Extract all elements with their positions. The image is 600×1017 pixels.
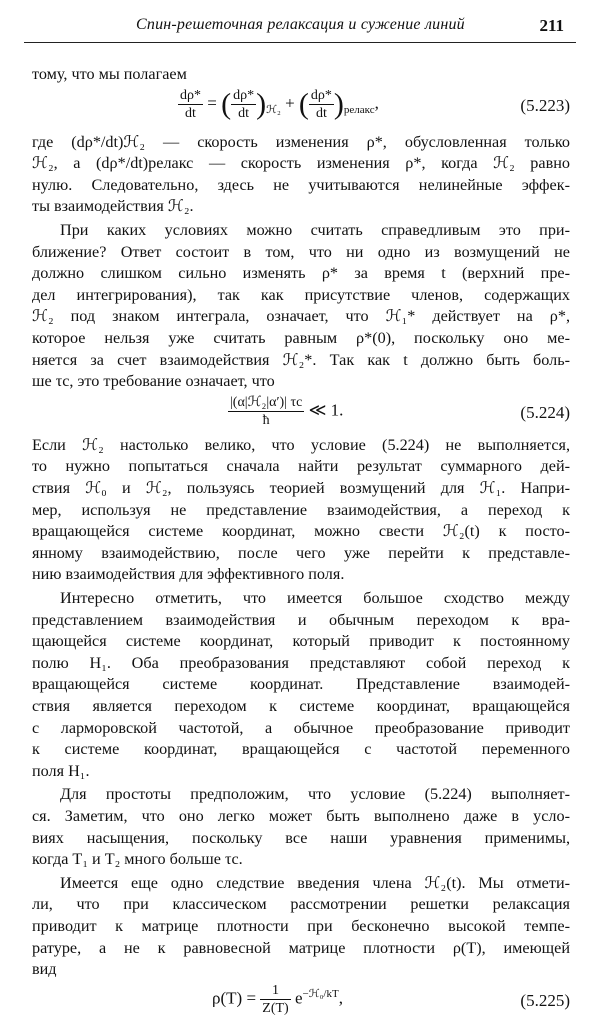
text-line: представлением взаимодействия и обычным переходом к вра- — [32, 610, 570, 629]
text-line: дел интегрирования), так как присутствие членов, содержащих — [32, 285, 570, 304]
text-line: При каких условиях можно считать справедливым это при- — [60, 221, 570, 239]
eq223-lhs: $\frac{d\rho*}{dt}$ — [180, 87, 201, 121]
text-line: поля H₁. — [32, 761, 90, 780]
text-line: должно слишком сильно изменять ρ* за время t (верхний пре- — [32, 264, 570, 283]
text-line: с ларморовской частотой, а обычное преобразование приводит — [32, 718, 570, 737]
text-line: ствия ℋ₀ и ℋ₂, пользуясь теорией возмущений для ℋ₁. Напри- — [32, 479, 570, 497]
equation-number: (5.225) — [520, 990, 570, 1010]
text-line: ℋ₂ под знаком интеграла, означает, что ℋ₁* действует на ρ*, — [32, 307, 570, 326]
page-header — [24, 14, 576, 40]
text-line: Если ℋ₂ настолько велико, что условие (5.224) не выполняется, — [32, 435, 570, 454]
text-line: ствия является переходом к системе координат, вращающейся — [32, 697, 570, 715]
text-line: когда T₁ и T₂ много больше τc. — [32, 850, 243, 869]
text-line: нию взаимодействия для эффективного поля. — [32, 565, 345, 584]
text-line: ты взаимодействия ℋ₂. — [32, 197, 194, 216]
book-page: Спин-решеточная релаксация и сужение линий 211 тому, что мы полагаем $\frac{d\rho*}{dt}$ = ( $\frac{d\rho*}{dt}$ )$_{ℋ_2}$ + ( $\frac{d\rho*}{dt}$ )$_{релакс}$, (5.223) где (dρ*/dt)ℋ₂ — скорость изменения ρ*, обусловленная только ℋ₂, а (dρ*/dt)релакс — скорость изменения ρ*, когда ℋ₂ равно нулю. Следовательно, здесь не учитываются нелинейные эффек- ты взаимодействия ℋ₂. При каких условиях можно считать справедливым это при- ближение? Ответ состоит в том, что ни одно из возмущений не должно слишком сильно изменять ρ* за время t (верхний пре- дел интегрирования), так как присутствие членов, содержащих ℋ₂ под знаком интеграла, означает, что ℋ₁* действует на ρ*, которое нельзя уже считать равным ρ*(0), поскольку оно ме- няется за счет взаимодействия ℋ₂*. Так как t должно быть боль- ше τc, это требование означает, что $\frac{\text{|(α|ℋ₂|α′)| τc}}{ħ}$ ≪ 1. (5.224) Если ℋ₂ настолько велико, что условие (5.224) не выполняется, то нужно попытаться сначала найти результат суммарного дей- ствия ℋ₀ и ℋ₂, пользуясь теорией возмущений для ℋ₁. Напри- мер, используя не представление взаимодействия, а переход к вращающейся системе координат, можно свести ℋ₂(t) к посто- янному взаимодействию, после чего уже перейти к представле- нию взаимодействия для эффективного поля. Интересно отметить, что имеется большое сходство между представлением взаимодействия и обычным переходом к вра- щающейся системе координат, который приводит к постоянному полю H₁. Оба преобразования представляют собой переход к вращающейся системе координат. Представление взаимодей- ствия является переходом к системе координат, вращающейся с ларморовской частотой, а обычное преобразование приводит к системе координат, вращающейся с частотой переменного поля H₁. Для простоты предположим, что условие (5.224) выполняет- ся. Заметим, что оно легко может быть выполнено даже в усло- виях насыщения, поскольку все наши уравнения применимы, когда T₁ и T₂ много больше τc. Имеется еще одно следствие введения члена ℋ₂(t). Мы отмети- ли, что при классическом рассмотрении решетки релаксация приводит к матрице плотности при бесконечно высокой темпе- ратуре, а не к равновесной матрице плотности ρ(T), имеющей вид ρ(T) = $\frac{1}{Z(T)}$ $e^{-ℋ_0/kT}$, (5.225) — [0, 0, 600, 930]
page-number: 211 — [539, 16, 564, 35]
text-line: полю H₁. Оба преобразования представляют собой переход к — [32, 653, 570, 672]
text-line: Интересно отметить, что имеется большое сходство между — [60, 589, 570, 607]
text-line: где (dρ*/dt)ℋ₂ — скорость изменения ρ*, обусловленная только — [32, 132, 570, 151]
text-line: ше τc, это требование означает, что — [32, 372, 275, 391]
text-line: Для простоты предположим, что условие (5.224) выполняет- — [60, 785, 570, 804]
text-line: мер, используя не представление взаимодействия, а переход к — [32, 500, 570, 519]
text-line: щающейся системе координат, который приводит к постоянному — [32, 632, 570, 651]
text-line: тому, что мы полагаем — [32, 65, 187, 83]
equation-number: (5.223) — [520, 95, 570, 115]
text-line: Имеется еще одно следствие введения члена ℋ₂(t). Мы отмети- — [60, 873, 570, 892]
text-line: ℋ₂, а (dρ*/dt)релакс — скорость изменения ρ*, когда ℋ₂ равно — [32, 154, 570, 173]
eq223-term2: $\frac{d\rho*}{dt}$ — [310, 87, 332, 121]
text-line: приводит к матрице плотности при бесконечно высокой темпе- — [32, 917, 570, 935]
text-line: вращающейся системе координат, можно свести ℋ₂(t) к посто- — [32, 522, 570, 541]
text-line: к системе координат, вращающейся с частотой переменного — [32, 740, 570, 759]
text-line: ли, что при классическом рассмотрении решетки релаксация — [32, 895, 570, 914]
text-line: няется за счет взаимодействия ℋ₂*. Так как t должно быть боль- — [32, 350, 570, 369]
equation-number: (5.224) — [520, 402, 570, 422]
text-line: виях насыщения, поскольку все наши уравнения применимы, — [32, 828, 570, 847]
running-title: Спин-решеточная релаксация и сужение линий — [136, 16, 465, 33]
text-line: то нужно попытаться сначала найти результат суммарного дей- — [32, 457, 570, 476]
text-line: ратуре, а не к равновесной матрице плотности ρ(T), имеющей — [32, 938, 570, 957]
header-rule — [24, 42, 576, 43]
text-line: ся. Заметим, что оно легко может быть выполнено даже в усло- — [32, 807, 570, 825]
text-line: янному взаимодействию, после чего уже перейти к представле- — [32, 543, 570, 562]
eq223-term1: $\frac{d\rho*}{dt}$ — [233, 87, 255, 121]
eq224-fraction: $\frac{\text{|(α|ℋ₂|α′)| τc}}{ħ}$ — [230, 394, 303, 428]
text-line: нулю. Следовательно, здесь не учитываются нелинейные эффек- — [32, 175, 570, 194]
text-line: ближение? Ответ состоит в том, что ни одно из возмущений не — [32, 242, 570, 261]
text-line: которое нельзя уже считать равным ρ*(0), поскольку оно ме- — [32, 329, 570, 347]
text-line: вид — [32, 960, 57, 979]
eq225-fraction: $\frac{1}{Z(T)}$ — [262, 982, 289, 1016]
text-line: вращающейся системе координат. Представление взаимодей- — [32, 675, 570, 694]
